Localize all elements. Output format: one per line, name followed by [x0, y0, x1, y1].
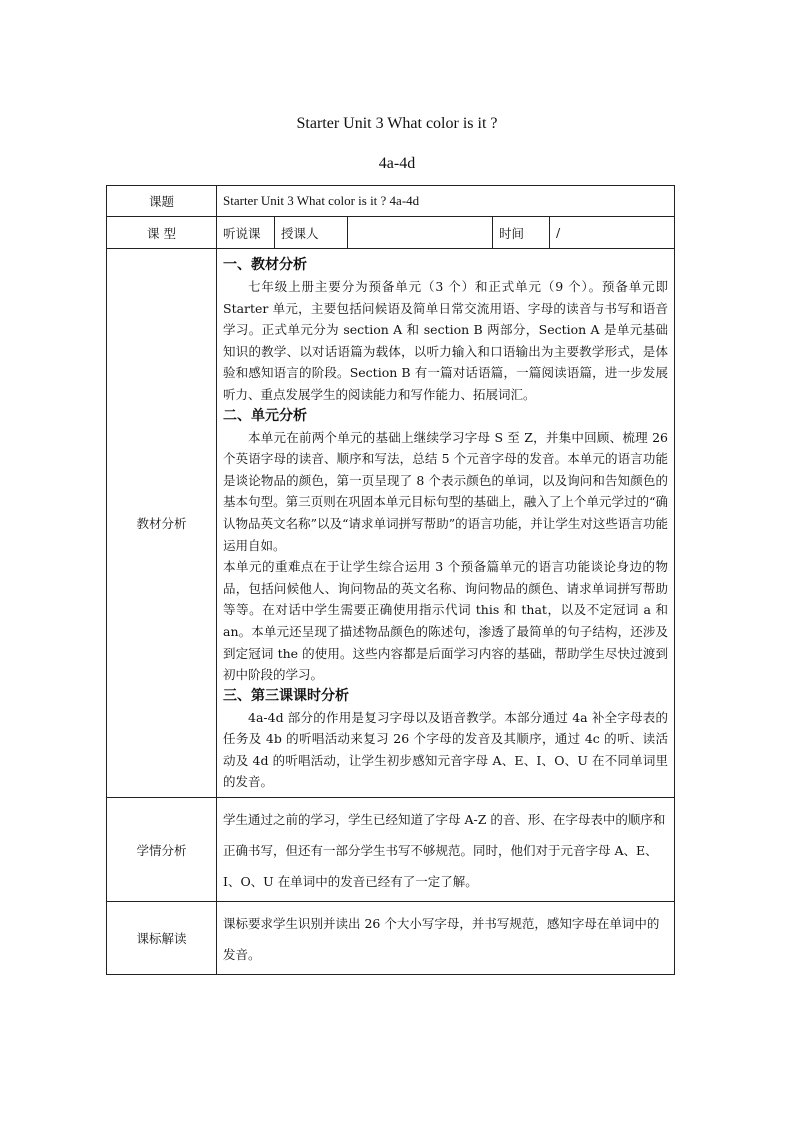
topic-row: [107, 186, 675, 217]
section-heading: 二、单元分析: [223, 407, 307, 424]
time-label: 时间: [493, 217, 550, 249]
section-heading: 三、第三课课时分析: [223, 687, 349, 704]
section-paragraph: 本单元的重难点在于让学生综合运用 3 个预备篇单元的语言功能谈论身边的物品，包括问候他人、询问物品的英文名称、询问物品的颜色、请求单词拼写帮助等等。在对话中学生需要正确使用指示代词 this 和 that，以及不定冠词 a 和 an。本单元还呈现了描述物品颜色的陈述句，渗透了最简单的句子结构，还涉及到定冠词 the 的使用。这些内容都是后面学习内容的基础，帮助学生尽快过渡到初中阶段的学习。: [223, 559, 669, 683]
standard-content: 课标要求学生识别并读出 26 个大小写字母，并书写规范，感知字母在单词中的发音。: [217, 902, 675, 975]
type-row: [107, 217, 675, 249]
topic-label: 课题: [107, 186, 217, 217]
section-paragraph: 本单元在前两个单元的基础上继续学习字母 S 至 Z，并集中回顾、梳理 26 个英语字母的读音、顺序和写法，总结 5 个元音字母的发音。本单元的语言功能是谈论物品的颜色，第一页呈现了 8 个表示颜色的单词，以及询问和告知颜色的基本句型。第三页则在巩固本单元目标句型的基础上，融入了上个单元学过的“确认物品英文名称”以及“请求单词拼写帮助”的语言功能，并让学生对这些语言功能运用自如。: [223, 429, 669, 553]
type-value: 听说课: [217, 217, 275, 249]
standard-label: 课标解读: [107, 902, 217, 975]
document-subtitle: 4a-4d: [378, 155, 416, 172]
teacher-value: [348, 217, 493, 249]
analysis-content: [217, 249, 675, 798]
students-content: 学生通过之前的学习，学生已经知道了字母 A-Z 的音、形、在字母表中的顺序和正确书写，但还有一部分学生书写不够规范。同时，他们对于元音字母 A、E、I、O、U 在单词中的发音已经有了一定了解。: [217, 798, 675, 902]
students-row: [107, 798, 675, 902]
type-label: 课 型: [107, 217, 217, 249]
document-title: Starter Unit 3 What color is it ?: [296, 115, 498, 132]
standard-row: [107, 902, 675, 975]
analysis-label: 教材分析: [107, 249, 217, 798]
analysis-row: [107, 249, 675, 798]
teacher-label: 授课人: [275, 217, 348, 249]
section-heading: 一、教材分析: [223, 257, 307, 273]
students-label: 学情分析: [107, 798, 217, 902]
section-paragraph: 七年级上册主要分为预备单元（3 个）和正式单元（9 个）。预备单元即 Starter 单元，主要包括问候语及简单日常交流用语、字母的读音与书写和语音学习。正式单元分为 section A 和 section B 两部分，Section A 是单元基础知识的教学、以对话语篇为载体，以听力输入和口语输出为主要教学形式，是体验和感知语言的阶段。Section B 有一篇对话语篇，一篇阅读语篇，进一步发展听力、重点发展学生的阅读能力和写作能力、拓展词汇。: [223, 279, 669, 402]
topic-value: Starter Unit 3 What color is it ? 4a-4d: [217, 186, 675, 217]
section-paragraph: 4a-4d 部分的作用是复习字母以及语音教学。本部分通过 4a 补全字母表的任务及 4b 的听唱活动来复习 26 个字母的发音及其顺序，通过 4c 的听、读活动及 4d 的听唱活动，让学生初步感知元音字母 A、E、I、O、U 在不同单词里的发音。: [223, 709, 669, 790]
time-value: /: [550, 217, 675, 249]
lesson-plan-table: [106, 185, 675, 975]
